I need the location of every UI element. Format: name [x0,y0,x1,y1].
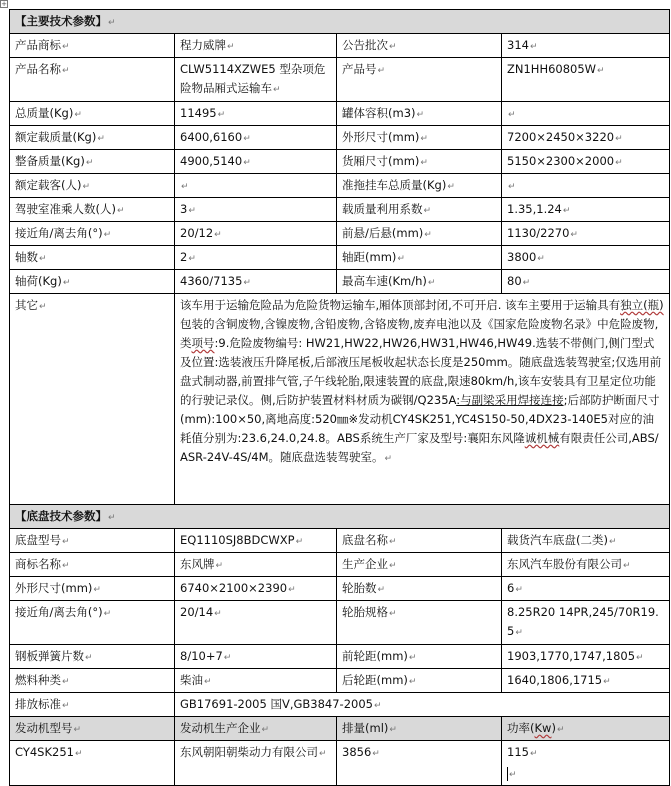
chassis-key: 接近角/离去角(°) [15,605,103,619]
other-row [10,294,670,505]
paragraph-mark-icon: ↵ [509,770,517,780]
chassis-value: 东风汽车股份有限公司 [507,557,622,571]
main-value: 5150×2300×2000 [507,154,615,168]
paragraph-mark-icon: ↵ [389,561,397,571]
chassis-key: 底盘型号 [15,533,61,547]
main-key: 产品名称 [15,62,61,76]
emission-value: GB17691-2005 国Ⅴ,GB3847-2005 [180,697,373,711]
displacement-header: 排量(ml) [342,721,389,735]
paragraph-mark-icon: ↵ [62,561,70,571]
paragraph-mark-icon: ↵ [103,230,112,240]
chassis-row [10,601,670,645]
paragraph-mark-icon: ↵ [423,206,432,216]
paragraph-mark-icon: ↵ [214,609,222,619]
paragraph-mark-icon: ↵ [227,42,235,52]
main-row [10,150,670,174]
chassis-key: 外形尺寸(mm) [15,581,93,595]
chassis-key: 后轮距(mm) [342,673,408,687]
paragraph-mark-icon: ↵ [73,725,82,735]
paragraph-mark-icon: ↵ [74,749,83,759]
main-row [10,126,670,150]
paragraph-mark-icon: ↵ [529,749,538,759]
paragraph-mark-icon: ↵ [556,725,565,735]
chassis-value: 东风牌 [180,557,215,571]
paragraph-mark-icon: ↵ [372,749,380,759]
main-value: 4360/7135 [180,274,243,288]
main-value: 80 [507,274,522,288]
chassis-value: 载货汽车底盘(二类) [507,533,608,547]
chassis-key: 钢板弹簧片数 [15,649,84,663]
engine-displacement: 3856 [342,745,372,759]
main-key: 公告批次 [342,38,388,52]
main-key: 产品号 [342,62,377,76]
paragraph-mark-icon: ↵ [408,677,417,687]
chassis-value: 8/10+7 [180,649,223,663]
engine-row [10,741,670,786]
paragraph-mark-icon: ↵ [243,158,251,168]
emission-label: 排放标准 [15,697,61,711]
chassis-value: 柴油 [180,673,203,687]
chassis-key: 轮胎数 [342,581,377,595]
paragraph-mark-icon: ↵ [261,725,270,735]
chassis-section-header [10,505,670,529]
main-row [10,34,670,58]
main-key: 总质量(Kg) [15,106,74,120]
main-row [10,58,670,102]
main-value: 3800 [507,250,537,264]
table-anchor-icon[interactable]: + [1,0,7,8]
paragraph-mark-icon: ↵ [62,677,70,687]
paragraph-mark-icon: ↵ [74,110,82,120]
paragraph-mark-icon: ↵ [424,230,432,240]
main-value: 314 [507,38,529,52]
paragraph-mark-icon: ↵ [522,278,531,288]
paragraph-mark-icon: ↵ [85,653,93,663]
engine-maker: 东风朝阳朝柴动力有限公司 [180,745,318,759]
engine-model-header: 发动机型号 [15,721,73,735]
other-description: 该车用于运输危险品为危险货物运输车,厢体顶部封闭,不可开启. 该车主要用于运输具有独立(瓶)包装的含铜废物,含镍废物,含铅废物,含铬废物,废弃电池以及《国家危险废物名录》中危险废物,类项号:9.危险废物编号: HW21,HW22,HW26,HW31,HW46,HW49.选装不带侧门,侧门型式及位置:选装液压升降尾板,后部液压尾板收起状态长度是250mm。随底盘选装驾驶室;仅选用前盘式制动器,前置排气管,子午线轮胎,限速装置的底盘,限速80km/h,该车安装具有卫星定位功能的行驶记录仪。侧,后防护装置材料材质为碳钢/Q235A:与副梁采用焊接连接;后部防护断面尺寸(mm):100×50,离地高度:520㎜※发动机CY4SK251,YC4S150-50,4DX23-140E5对应的油耗值分别为:23.6,24.0,24.8。ABS系统生产厂家及型号:襄阳东风隆诚机械有限责任公司,ABS/ASR-24V-4S/4M。随底盘选装驾驶室。↵ [175,294,670,505]
paragraph-mark-icon: ↵ [243,134,251,144]
main-row [10,246,670,270]
main-key: 最高车速(Km/h) [342,274,427,288]
paragraph-mark-icon: ↵ [529,42,538,52]
paragraph-mark-icon: ↵ [62,278,71,288]
main-key: 罐体容积(m3) [342,106,416,120]
paragraph-mark-icon: ↵ [217,110,226,120]
paragraph-mark-icon: ↵ [108,513,116,523]
engine-power: 115 [507,745,529,759]
chassis-value: 1640,1806,1715 [507,673,603,687]
paragraph-mark-icon: ↵ [295,537,304,547]
main-row [10,198,670,222]
paragraph-mark-icon: ↵ [597,66,605,76]
chassis-row [10,669,670,693]
paragraph-mark-icon: ↵ [62,66,70,76]
paragraph-mark-icon: ↵ [408,653,417,663]
chassis-row [10,577,670,601]
chassis-value: 1903,1770,1747,1805 [507,649,636,663]
engine-maker-header: 发动机生产企业 [180,721,261,735]
paragraph-mark-icon: ↵ [188,206,196,216]
paragraph-mark-icon: ↵ [39,302,47,312]
main-key: 轴荷(Kg) [15,274,62,288]
main-row [10,102,670,126]
paragraph-mark-icon: ↵ [243,278,251,288]
chassis-row [10,645,670,669]
chassis-key: 商标名称 [15,557,61,571]
chassis-value: 6 [507,581,515,595]
chassis-value: 8.25R20 14PR,245/70R19.5 [507,605,659,638]
main-value: 7200×2450×3220 [507,130,615,144]
chassis-value: EQ1110SJ8BDCWXP [180,533,295,547]
paragraph-mark-icon: ↵ [204,677,212,687]
paragraph-mark-icon: ↵ [508,182,516,192]
paragraph-mark-icon: ↵ [116,206,125,216]
paragraph-mark-icon: ↵ [62,701,70,711]
paragraph-mark-icon: ↵ [319,749,327,759]
main-value: 20/12 [180,226,214,240]
paragraph-mark-icon: ↵ [537,254,545,264]
chassis-row [10,529,670,553]
paragraph-mark-icon: ↵ [62,42,70,52]
chassis-value: 20/14 [180,605,214,619]
main-key: 额定载质量(Kg) [15,130,97,144]
paragraph-mark-icon: ↵ [62,537,70,547]
main-value: 4900,5140 [180,154,243,168]
paragraph-mark-icon: ↵ [85,158,94,168]
chassis-row [10,553,670,577]
paragraph-mark-icon: ↵ [377,585,386,595]
chassis-value: 6740×2100×2390 [180,581,288,595]
paragraph-mark-icon: ↵ [373,701,382,711]
paragraph-mark-icon: ↵ [223,653,232,663]
main-key: 产品商标 [15,38,61,52]
paragraph-mark-icon: ↵ [103,609,112,619]
text-cursor [507,767,508,781]
paragraph-mark-icon: ↵ [181,182,189,192]
paragraph-mark-icon: ↵ [108,18,116,28]
paragraph-mark-icon: ↵ [615,158,623,168]
main-value: 程力威牌 [180,38,226,52]
main-section-header [10,10,670,34]
paragraph-mark-icon: ↵ [623,561,631,571]
main-value: 11495 [180,106,217,120]
paragraph-mark-icon: ↵ [562,206,571,216]
main-key: 驾驶室准乘人数(人) [15,202,116,216]
main-row [10,222,670,246]
paragraph-mark-icon: ↵ [427,278,436,288]
main-value: 3 [180,202,188,216]
emission-row [10,693,670,717]
main-key: 轴数 [15,250,38,264]
main-key: 额定载客(人) [15,178,82,192]
power-header: 功率(Kw) [507,721,556,735]
paragraph-mark-icon: ↵ [215,561,224,571]
main-value: 2 [180,250,188,264]
paragraph-mark-icon: ↵ [608,537,617,547]
paragraph-mark-icon: ↵ [39,254,47,264]
paragraph-mark-icon: ↵ [389,42,397,52]
paragraph-mark-icon: ↵ [636,653,644,663]
engine-model: CY4SK251 [15,745,74,759]
paragraph-mark-icon: ↵ [515,628,523,638]
other-label: 其它 [15,298,38,312]
paragraph-mark-icon: ↵ [214,230,222,240]
chassis-key: 燃料种类 [15,673,61,687]
paragraph-mark-icon: ↵ [188,254,196,264]
paragraph-mark-icon: ↵ [384,454,393,464]
paragraph-mark-icon: ↵ [447,182,455,192]
paragraph-mark-icon: ↵ [377,66,386,76]
main-key: 接近角/离去角(°) [15,226,103,240]
main-key: 整备质量(Kg) [15,154,85,168]
main-row [10,270,670,294]
main-key: 准拖挂车总质量(Kg) [342,178,447,192]
chassis-key: 轮胎规格 [342,605,388,619]
paragraph-mark-icon: ↵ [420,158,428,168]
engine-header-row [10,717,670,741]
paragraph-mark-icon: ↵ [508,110,516,120]
paragraph-mark-icon: ↵ [515,585,523,595]
paragraph-mark-icon: ↵ [397,254,405,264]
paragraph-mark-icon: ↵ [97,134,105,144]
main-key: 载质量利用系数 [342,202,423,216]
paragraph-mark-icon: ↵ [82,182,91,192]
main-key: 前悬/后悬(mm) [342,226,424,240]
paragraph-mark-icon: ↵ [389,609,397,619]
main-section-title: 【主要技术参数】 [15,14,107,28]
engine-power-cell[interactable] [502,741,670,786]
paragraph-mark-icon: ↵ [416,110,425,120]
main-value: CLW5114XZWE5 型杂项危险物品厢式运输车 [180,62,326,95]
main-value: 1130/2270 [507,226,570,240]
chassis-key: 生产企业 [342,557,388,571]
paragraph-mark-icon: ↵ [273,85,281,95]
paragraph-mark-icon: ↵ [288,585,296,595]
paragraph-mark-icon: ↵ [570,230,578,240]
chassis-section-title: 【底盘技术参数】 [15,509,107,523]
main-value: 6400,6160 [180,130,243,144]
chassis-key: 底盘名称 [342,533,388,547]
main-key: 货厢尺寸(mm) [342,154,420,168]
main-key: 外形尺寸(mm) [342,130,420,144]
paragraph-mark-icon: ↵ [420,134,428,144]
paragraph-mark-icon: ↵ [603,677,611,687]
chassis-key: 前轮距(mm) [342,649,408,663]
main-key: 轴距(mm) [342,250,397,264]
main-value: ZN1HH60805W [507,62,597,76]
paragraph-mark-icon: ↵ [389,725,397,735]
spec-table [9,9,670,786]
paragraph-mark-icon: ↵ [615,134,623,144]
main-row [10,174,670,198]
paragraph-mark-icon: ↵ [389,537,397,547]
main-value: 1.35,1.24 [507,202,562,216]
paragraph-mark-icon: ↵ [93,585,101,595]
